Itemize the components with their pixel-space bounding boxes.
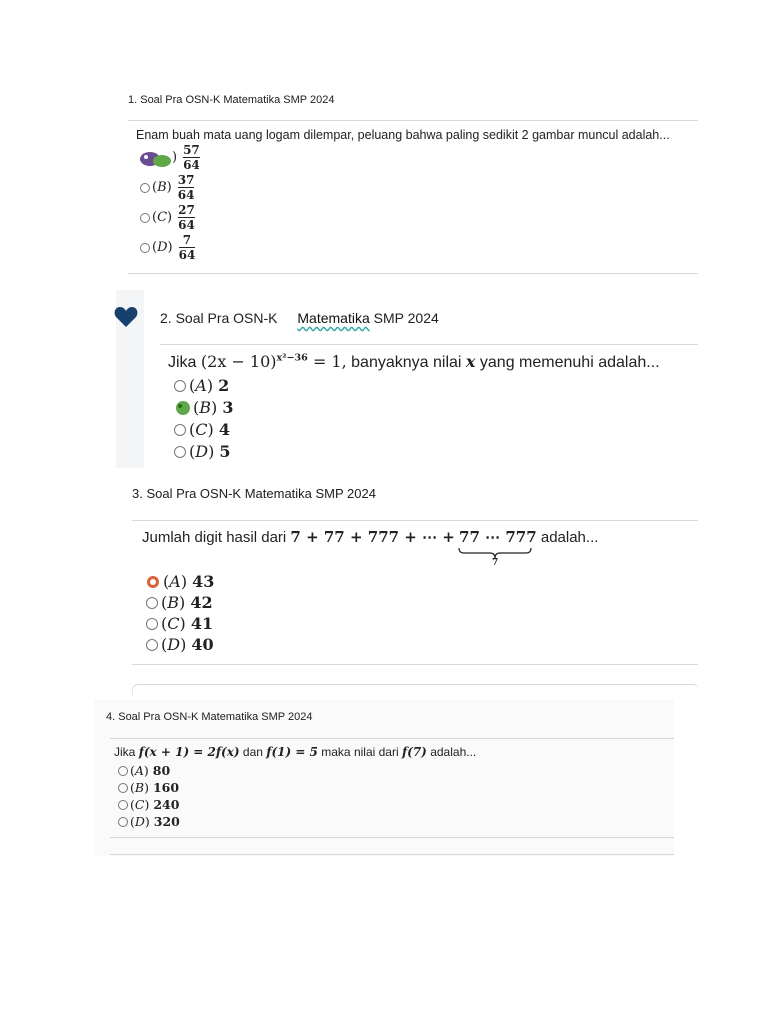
option-d[interactable]: (D) 320	[118, 814, 180, 829]
last-term: 77 ⋯ 777	[459, 528, 537, 546]
option-a[interactable]: (A) 80	[118, 763, 170, 778]
card-bottom-divider	[128, 273, 698, 274]
denominator: 64	[177, 188, 195, 202]
question-title: 3. Soal Pra OSN-K Matematika SMP 2024	[132, 486, 376, 501]
option-a[interactable]: ) $\frac{57}{64}$	[138, 144, 200, 171]
numerator: 57	[183, 143, 200, 157]
radio-button[interactable]	[146, 597, 158, 609]
question-text: Jika $(2x - 10)^{x^2-36} = 1$, banyaknya nilai x yang memenuhi adalah...	[168, 352, 660, 371]
option-b[interactable]: (B) 160	[118, 780, 179, 795]
radio-button[interactable]	[174, 380, 186, 392]
next-card-edge	[110, 854, 674, 855]
option-letter: D	[157, 240, 168, 255]
radio-button[interactable]	[140, 243, 150, 253]
radio-button[interactable]	[174, 424, 186, 436]
option-b[interactable]: (B) $\frac{37}{64}$	[140, 174, 194, 201]
sticker-icon	[146, 575, 160, 589]
question-text: Enam buah mata uang logam dilempar, peluang bahwa paling sedikit 2 gambar muncul adalah...	[136, 128, 670, 142]
option-letter: C	[157, 210, 168, 225]
card-bottom-divider	[110, 837, 674, 838]
radio-button[interactable]	[140, 213, 150, 223]
numerator: 7	[182, 233, 192, 247]
option-d[interactable]: (D) 5	[174, 442, 231, 461]
denominator: 64	[178, 248, 196, 262]
title-divider	[132, 520, 698, 521]
radio-button[interactable]	[140, 183, 150, 193]
brace-label: 7	[492, 558, 499, 568]
option-c[interactable]: (C) 240	[118, 797, 179, 812]
title-divider	[128, 120, 698, 121]
radio-button[interactable]	[118, 766, 128, 776]
option-d[interactable]: (D) $\frac{7}{64}$	[140, 234, 195, 261]
radio-button[interactable]	[146, 618, 158, 630]
question-title: 4. Soal Pra OSN-K Matematika SMP 2024	[106, 711, 313, 723]
option-d[interactable]: (D) 40	[146, 635, 214, 654]
sticker-icon	[138, 147, 172, 169]
radio-button[interactable]	[174, 446, 186, 458]
option-c[interactable]: (C) 41	[146, 614, 213, 633]
heart-icon[interactable]	[114, 306, 138, 333]
option-letter: B	[157, 180, 167, 195]
question-title: 2. Soal Pra OSN-K Matematika SMP 2024	[160, 310, 439, 326]
question-card-4	[94, 700, 674, 856]
question-text: Jumlah digit hasil dari 7 + 77 + 777 + ⋯ + 77 ⋯ 777 adalah...	[142, 528, 599, 546]
option-a[interactable]: (A) 43	[146, 572, 214, 591]
denominator: 64	[178, 218, 195, 232]
option-b[interactable]: (B) 3	[174, 398, 233, 417]
equation: $(2x - 10)^{x^2-36} = 1$,	[200, 352, 347, 371]
question-card-1	[128, 88, 698, 274]
radio-button[interactable]	[146, 639, 158, 651]
radio-button[interactable]	[118, 800, 128, 810]
question-title: 1. Soal Pra OSN-K Matematika SMP 2024	[128, 94, 335, 106]
numerator: 27	[178, 203, 195, 217]
sticker-icon	[174, 400, 192, 416]
option-c[interactable]: (C) $\frac{27}{64}$	[140, 204, 195, 231]
denominator: 64	[183, 158, 200, 172]
radio-button[interactable]	[118, 817, 128, 827]
radio-button[interactable]	[118, 783, 128, 793]
numerator: 37	[177, 173, 195, 187]
question-text: Jika f(x + 1) = 2f(x) dan f(1) = 5 maka nilai dari f(7) adalah...	[114, 745, 477, 759]
option-a[interactable]: (A) 2	[174, 376, 229, 395]
question-card-2	[116, 290, 698, 468]
option-b[interactable]: (B) 42	[146, 593, 213, 612]
title-divider	[160, 344, 698, 345]
question-card-3	[132, 478, 698, 692]
next-card-edge	[132, 684, 699, 695]
option-c[interactable]: (C) 4	[174, 420, 230, 439]
card-bottom-divider	[132, 664, 698, 665]
title-divider	[110, 738, 674, 739]
